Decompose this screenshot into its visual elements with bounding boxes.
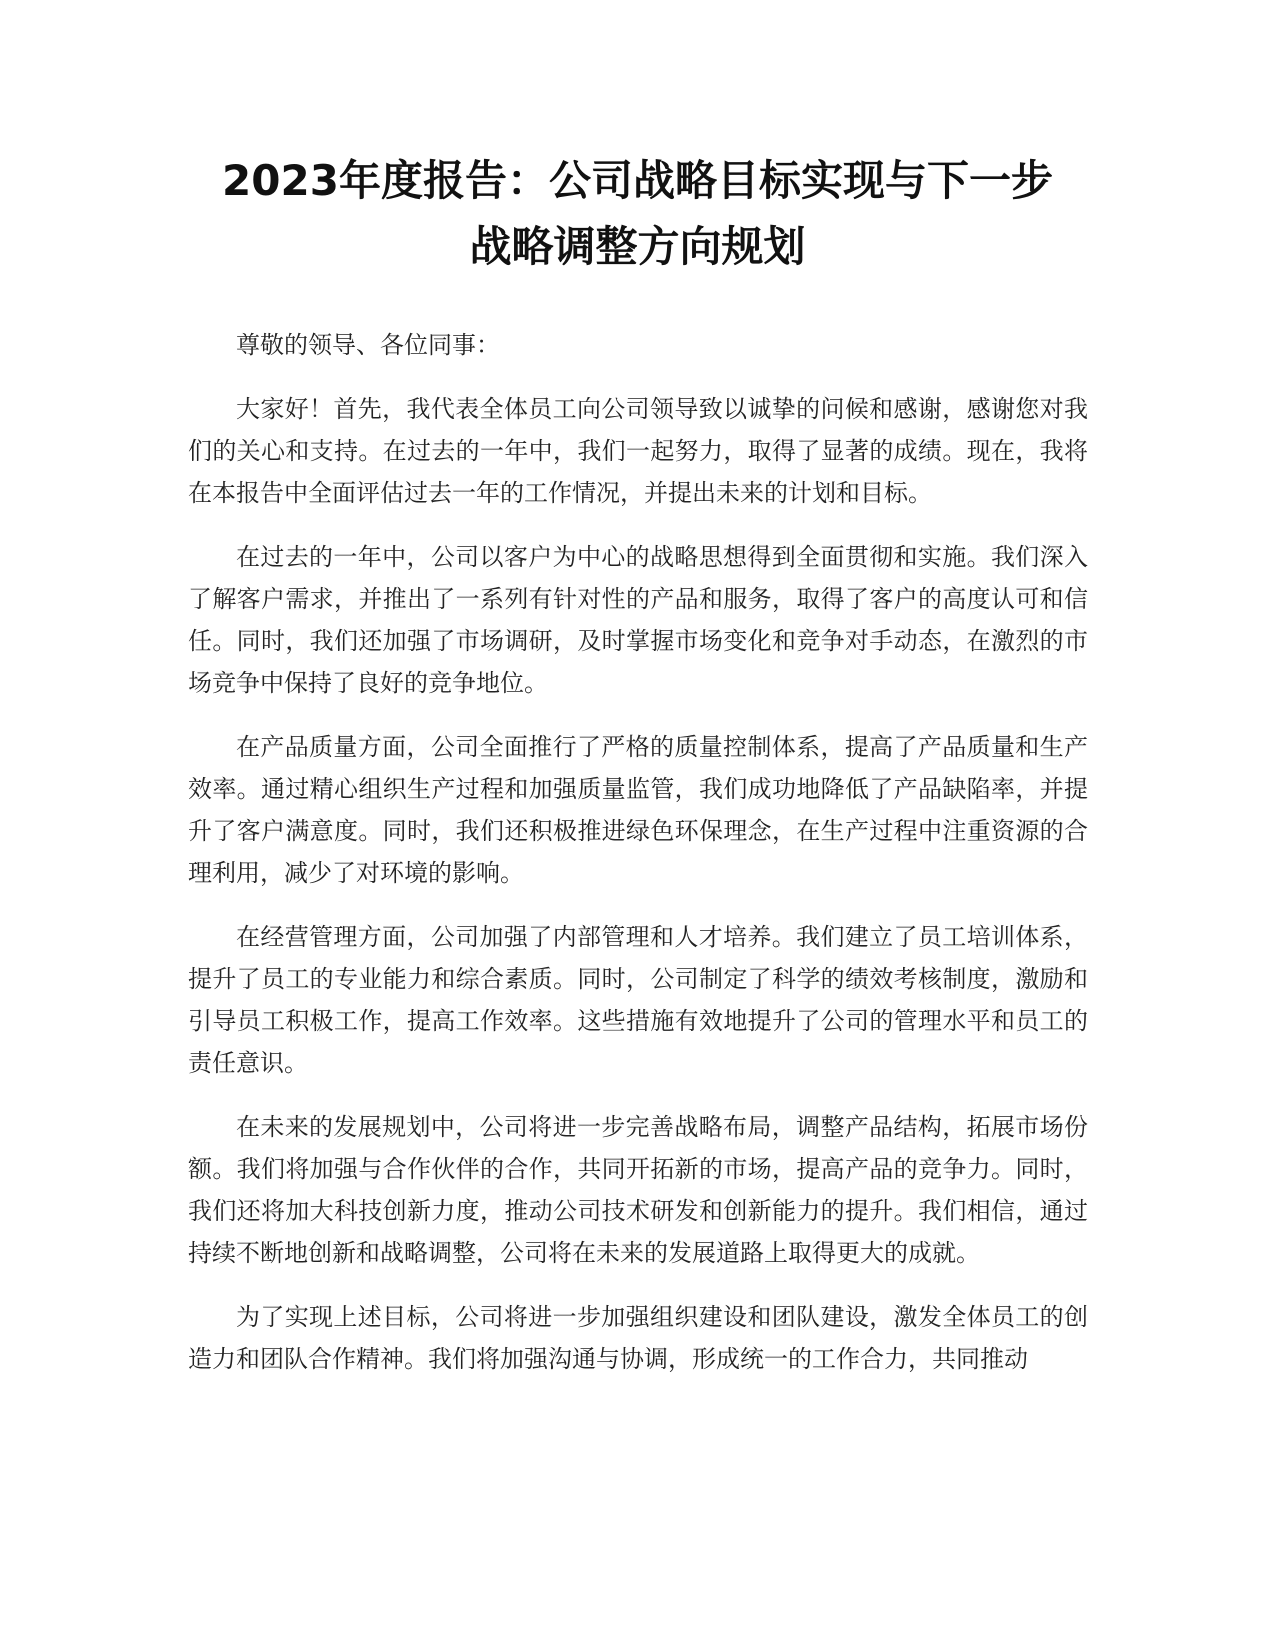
paragraph-management: 在经营管理方面，公司加强了内部管理和人才培养。我们建立了员工培训体系，提升了员工的专业能力和综合素质。同时，公司制定了科学的绩效考核制度，激励和引导员工积极工作，提高工作效率。这些措施有效地提升了公司的管理水平和员工的责任意识。 [188,923,1088,1077]
paragraph-customer-strategy: 在过去的一年中，公司以客户为中心的战略思想得到全面贯彻和实施。我们深入了解客户需求，并推出了一系列有针对性的产品和服务，取得了客户的高度认可和信任。同时，我们还加强了市场调研，及时掌握市场变化和竞争对手动态，在激烈的市场竞争中保持了良好的竞争地位。 [188,543,1088,697]
paragraph-organization: 为了实现上述目标，公司将进一步加强组织建设和团队建设，激发全体员工的创造力和团队合作精神。我们将加强沟通与协调，形成统一的工作合力，共同推动 [188,1303,1088,1373]
salutation: 尊敬的领导、各位同事： [236,331,500,359]
paragraph-future-plan: 在未来的发展规划中，公司将进一步完善战略布局，调整产品结构，拓展市场份额。我们将加强与合作伙伴的合作，共同开拓新的市场，提高产品的竞争力。同时，我们还将加大科技创新力度，推动公司技术研发和创新能力的提升。我们相信，通过持续不断地创新和战略调整，公司将在未来的发展道路上取得更大的成就。 [188,1113,1088,1267]
title-line-2: 战略调整方向规划 [469,222,806,271]
document-body [188,324,1088,1402]
document-title [150,148,1125,280]
paragraph-greeting: 大家好！首先，我代表全体员工向公司领导致以诚挚的问候和感谢，感谢您对我们的关心和支持。在过去的一年中，我们一起努力，取得了显著的成绩。现在，我将在本报告中全面评估过去一年的工作情况，并提出未来的计划和目标。 [188,395,1088,507]
title-line-1: 2023年度报告：公司战略目标实现与下一步 [222,156,1053,205]
paragraph-product-quality: 在产品质量方面，公司全面推行了严格的质量控制体系，提高了产品质量和生产效率。通过精心组织生产过程和加强质量监管，我们成功地降低了产品缺陷率，并提升了客户满意度。同时，我们还积极推进绿色环保理念，在生产过程中注重资源的合理利用，减少了对环境的影响。 [188,733,1088,887]
